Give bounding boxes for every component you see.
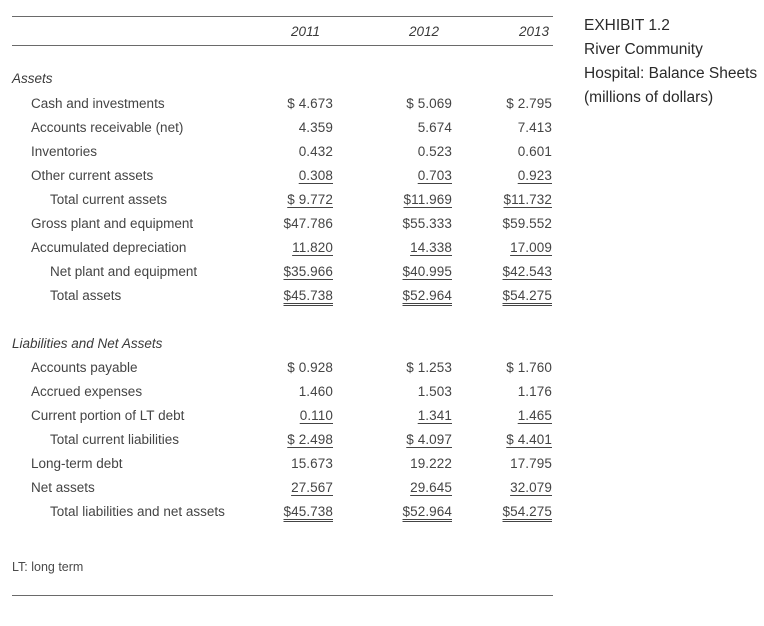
value-2013: 0.923 [517, 168, 552, 183]
value-2013: $54.275 [502, 288, 552, 303]
value-2013: $ 1.760 [506, 360, 552, 375]
value-2013: $11.732 [503, 192, 552, 207]
value-2013: 17.009 [510, 240, 552, 255]
exhibit-number: EXHIBIT 1.2 [584, 17, 670, 34]
value-2013: 0.601 [517, 144, 552, 159]
table-row-subtotal [0, 264, 560, 284]
value-2011: 1.460 [298, 384, 333, 399]
value-2011: $ 0.928 [287, 360, 333, 375]
row-label: Accrued expenses [31, 384, 143, 399]
value-2013: $54.275 [502, 504, 552, 519]
row-label: Total current liabilities [50, 432, 180, 447]
value-2013: 17.795 [510, 456, 552, 471]
row-label: Accounts receivable (net) [31, 120, 184, 135]
row-label: Current portion of LT debt [31, 408, 185, 423]
table-row [0, 384, 560, 404]
row-label: Total liabilities and net assets [50, 504, 225, 519]
value-2013: $ 2.795 [506, 96, 552, 111]
table-row [0, 360, 560, 380]
exhibit-units: (millions of dollars) [584, 89, 714, 106]
liabilities-heading: Liabilities and Net Assets [12, 336, 163, 351]
row-label: Total assets [50, 288, 122, 303]
value-2012: 0.523 [417, 144, 452, 159]
value-2011: 0.110 [299, 408, 333, 423]
value-2011: 0.432 [298, 144, 333, 159]
value-2012: $52.964 [402, 288, 452, 303]
value-2012: 0.703 [417, 168, 452, 183]
value-2012: $52.964 [402, 504, 452, 519]
value-2011: $35.966 [283, 264, 333, 279]
value-2012: 19.222 [410, 456, 452, 471]
row-label: Net plant and equipment [50, 264, 198, 279]
year-header-2011: 2011 [290, 24, 320, 39]
value-2012: $ 4.097 [406, 432, 452, 447]
value-2011: $ 9.772 [287, 192, 333, 207]
value-2013: 7.413 [517, 120, 552, 135]
value-2012: $40.995 [402, 264, 452, 279]
value-2011: 27.567 [291, 480, 333, 495]
row-label: Other current assets [31, 168, 154, 183]
value-2013: 1.465 [517, 408, 552, 423]
row-label: Accounts payable [31, 360, 138, 375]
table-row [0, 120, 560, 140]
value-2012: $ 1.253 [406, 360, 452, 375]
exhibit-title-line-2: Hospital: Balance Sheets [584, 65, 758, 82]
value-2012: $ 5.069 [406, 96, 452, 111]
row-label: Accumulated depreciation [31, 240, 187, 255]
year-header-2013: 2013 [518, 24, 549, 39]
table-row-total [0, 504, 560, 524]
table-row-subtotal [0, 432, 560, 452]
row-label: Net assets [31, 480, 95, 495]
table-row [0, 456, 560, 476]
value-2011: 11.820 [292, 240, 333, 255]
footnote: LT: long term [12, 560, 84, 574]
value-2011: $ 2.498 [287, 432, 333, 447]
assets-heading: Assets [12, 71, 53, 86]
value-2012: 5.674 [417, 120, 452, 135]
bottom-rule [12, 595, 553, 596]
value-2012: 14.338 [410, 240, 452, 255]
table-row [0, 408, 560, 428]
value-2012: 29.645 [410, 480, 452, 495]
value-2011: 15.673 [291, 456, 333, 471]
year-header-2012: 2012 [408, 24, 439, 39]
value-2013: $ 4.401 [506, 432, 552, 447]
value-2012: 1.341 [417, 408, 452, 423]
header-rule [12, 45, 553, 46]
table-row [0, 216, 560, 236]
row-label: Inventories [31, 144, 98, 159]
value-2011: 4.359 [298, 120, 333, 135]
value-2013: 32.079 [510, 480, 552, 495]
row-label: Cash and investments [31, 96, 165, 111]
value-2012: $55.333 [402, 216, 452, 231]
value-2013: $42.543 [502, 264, 552, 279]
value-2012: $11.969 [403, 192, 452, 207]
table-row [0, 168, 560, 188]
row-label: Long-term debt [31, 456, 123, 471]
value-2013: $59.552 [502, 216, 552, 231]
table-row [0, 240, 560, 260]
value-2011: $45.738 [283, 288, 333, 303]
value-2012: 1.503 [417, 384, 452, 399]
table-row [0, 480, 560, 500]
top-rule [12, 16, 553, 17]
exhibit-title-line-1: River Community [584, 41, 703, 58]
row-label: Total current assets [50, 192, 168, 207]
value-2011: $ 4.673 [287, 96, 333, 111]
value-2011: 0.308 [298, 168, 333, 183]
value-2011: $47.786 [283, 216, 333, 231]
table-row-total [0, 288, 560, 308]
table-row [0, 96, 560, 116]
value-2013: 1.176 [517, 384, 552, 399]
exhibit-caption [584, 14, 764, 110]
table-row-subtotal [0, 192, 560, 212]
value-2011: $45.738 [283, 504, 333, 519]
table-row [0, 144, 560, 164]
row-label: Gross plant and equipment [31, 216, 194, 231]
